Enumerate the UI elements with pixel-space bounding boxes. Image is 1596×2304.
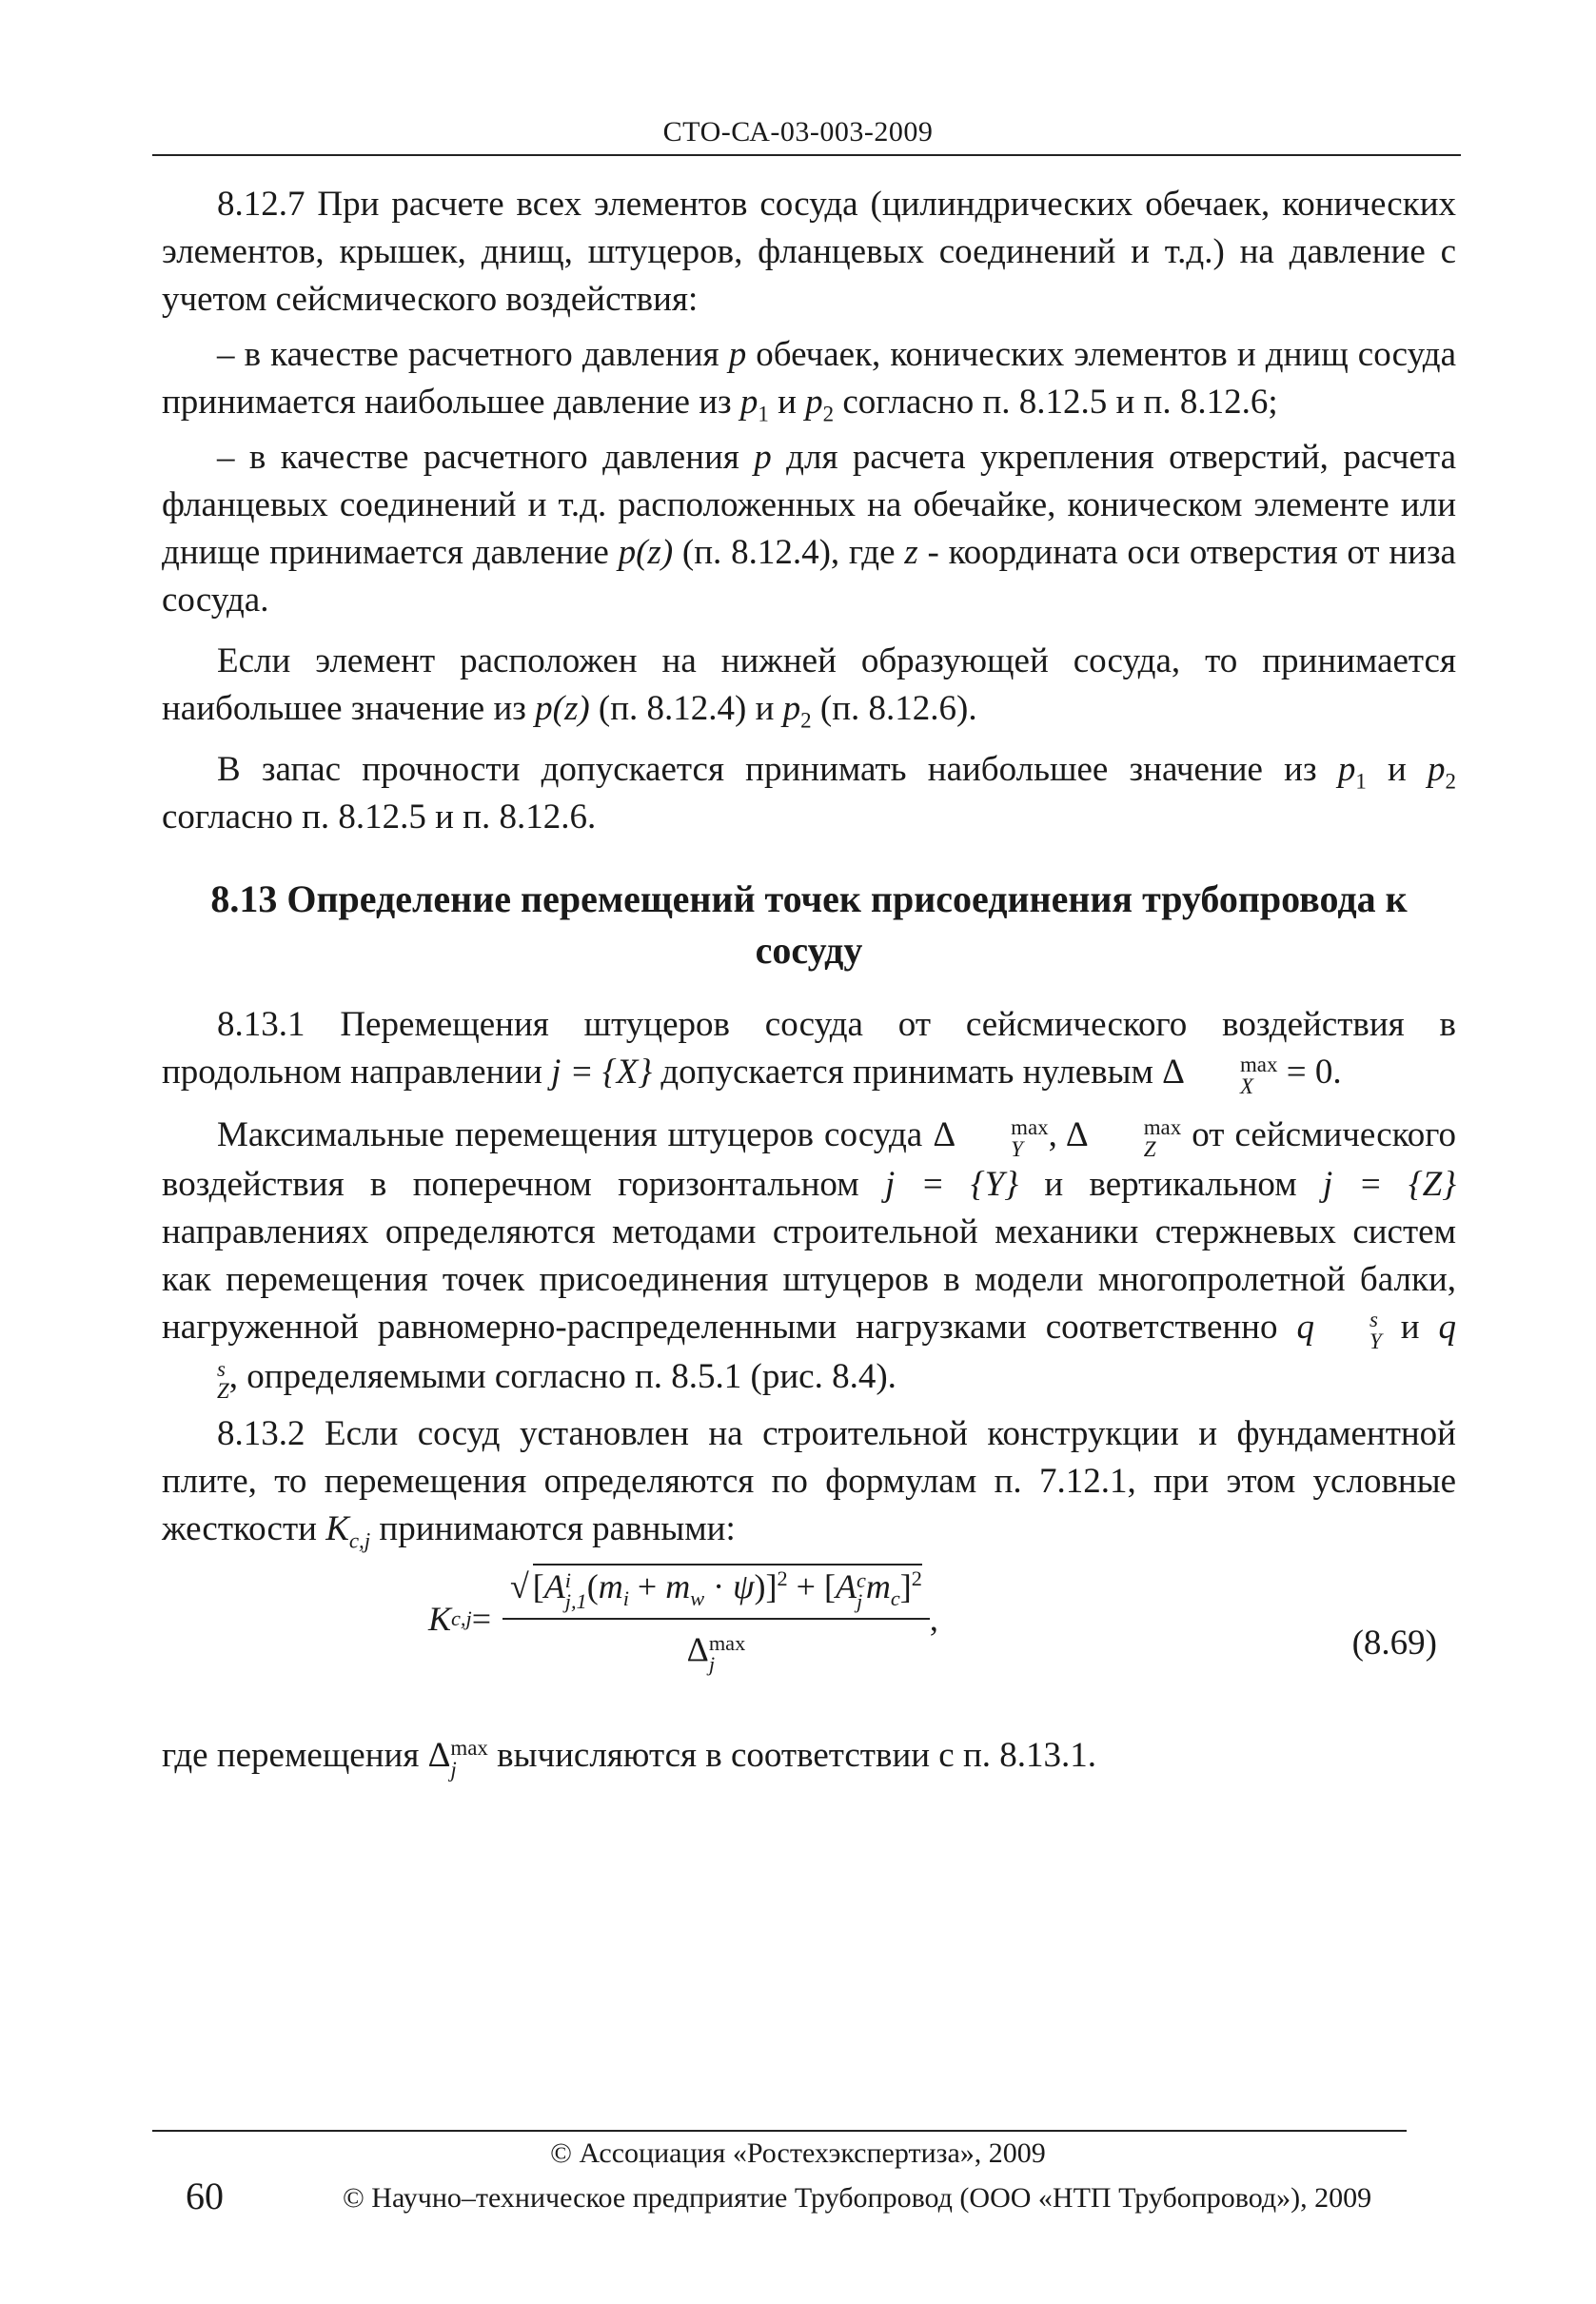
footer-rule: [152, 2130, 1407, 2132]
formula-fraction: [502, 1563, 930, 1675]
formula-numerator: √ [A i j,1 $(m_i + m_w \cdot \psi)]^2 + [A$ c j $m_c]^2$: [502, 1563, 930, 1620]
section-heading-8-13: 8.13 Определение перемещений точек присоединения трубопровода к сосуду: [210, 877, 1408, 972]
para-bottom-element: Если элемент расположен на нижней образующей сосуда, то принимается наибольшее значение из p(z) (п. 8.12.4) и $p_2$ (п. 8.12.6).: [162, 641, 1456, 733]
para-max-displacements: Максимальные перемещения штуцеров сосуда Δ max Y , Δ max Z от сейсмического воздействия в поперечном горизонтальном j = {Y} и вертикальном j = {Z} направлениях определяются методами строительной механики стержневых систем как перемещения точек присоединения штуцеров в модели многопролетной балки, нагруженной равномерно-распределенными нагрузками соответственно q s Y и q s Z , определяемыми согласно п. 8.5.1 (рис. 8.4).: [162, 1115, 1456, 1404]
para-after-formula: где перемещения Δ max j вычисляются в соответствии с п. 8.13.1.: [162, 1736, 1097, 1782]
para-reserve: В запас прочности допускается принимать наибольшее значение из $p_1$ и $p_2$ согласно п. 8.12.5 и п. 8.12.6.: [162, 750, 1456, 837]
formula-denominator: Δ max j: [686, 1630, 746, 1677]
formula-expression: K c,j = √ [A i j,1 $(m_i + m_w \cdot \psi)]^2 + [A$ c j $m_c]^2$ Δ max j ,: [428, 1563, 938, 1675]
formula-sqrt: [A i j,1 $(m_i + m_w \cdot \psi)]^2 + [A$ c j $m_c]^2$: [533, 1564, 922, 1605]
header-rule: [152, 154, 1461, 156]
body-text: [162, 181, 1456, 1782]
bullet-1: – в качестве расчетного давления p обечаек, конических элементов и днищ сосуда принимается наибольшее давление из $p_1$ и $p_2$ согласно п. 8.12.5 и п. 8.12.6;: [162, 335, 1456, 426]
footer-copyright-association: © Ассоциация «Ростехэкспертиза», 2009: [550, 2137, 1046, 2169]
bullet-2: – в качестве расчетного давления p для расчета укрепления отверстий, расчета фланцевых соединений и т.д. расположенных на обечайке, коническом элементе или днище принимается давление p(z) (п. 8.12.4), где z - координата оси отверстия от низа сосуда.: [162, 438, 1456, 620]
para-8-13-1: 8.13.1 Перемещения штуцеров сосуда от сейсмического воздействия в продольном направлении j = {X} допускается принимать нулевым Δ max X = 0.: [162, 1005, 1456, 1099]
footer-copyright-npp: © Научно–техническое предприятие Трубопровод (ООО «НТП Трубопровод»), 2009: [343, 2182, 1372, 2214]
formula-number: (8.69): [1351, 1624, 1437, 1664]
para-8-12-7: 8.12.7 При расчете всех элементов сосуда (цилиндрических обечаек, конических элементов, крышек, днищ, штуцеров, фланцевых соединений и т.д.) на давление с учетом сейсмического воздействия:: [162, 185, 1456, 319]
formula-8-69: [162, 1563, 1456, 1724]
para-8-13-2: 8.13.2 Если сосуд установлен на строительной конструкции и фундаментной плите, то перемещения определяются по формулам п. 7.12.1, при этом условные жесткости $K_{c,j}$ принимаются равными:: [162, 1414, 1456, 1553]
document-code: СТО-СА-03-003-2009: [662, 116, 934, 148]
page-number: 60: [186, 2175, 224, 2217]
